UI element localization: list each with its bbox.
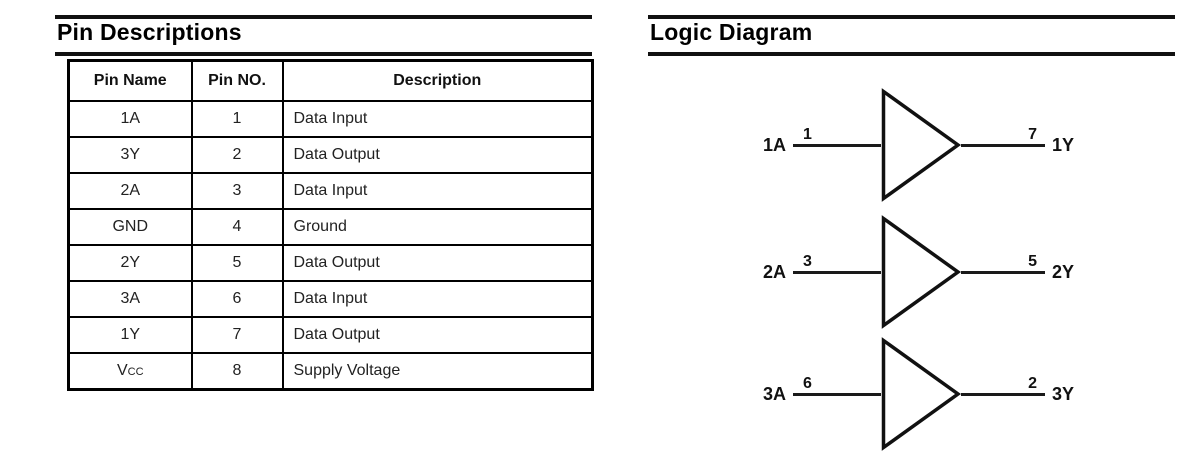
buffer-gate xyxy=(742,88,1074,202)
column-header-description: Description xyxy=(283,61,593,102)
gate-input-wire xyxy=(793,337,881,451)
pin-no-cell: 8 xyxy=(192,353,283,390)
gate-output-pin-number: 5 xyxy=(1028,253,1037,270)
gate-input-pin-number: 1 xyxy=(803,126,812,143)
gate-input-label: 3A xyxy=(762,383,786,404)
pin-name-cell: 1A xyxy=(69,101,192,137)
pin-name-cell: 3Y xyxy=(69,137,192,173)
heading-rule-bottom xyxy=(55,52,592,56)
pin-description-cell: Ground xyxy=(283,209,593,245)
gate-output-pin-number: 7 xyxy=(1028,126,1037,143)
table-row xyxy=(69,101,593,137)
pin-description-cell: Supply Voltage xyxy=(283,353,593,390)
pin-description-cell: Data Input xyxy=(283,173,593,209)
wire-line xyxy=(793,144,881,147)
table-row xyxy=(69,317,593,353)
gate-input-pin-number: 6 xyxy=(803,375,812,392)
pin-no-cell: 4 xyxy=(192,209,283,245)
pin-name-cell: 3A xyxy=(69,281,192,317)
buffer-triangle-icon xyxy=(881,337,961,451)
pin-description-cell: Data Output xyxy=(283,245,593,281)
wire-line xyxy=(961,144,1045,147)
logic-diagram-section-heading xyxy=(648,15,1175,56)
pin-description-cell: Data Output xyxy=(283,137,593,173)
pin-no-cell: 2 xyxy=(192,137,283,173)
pin-descriptions-table xyxy=(67,59,594,391)
pin-descriptions-title: Pin Descriptions xyxy=(57,19,242,45)
pin-name-cell: GND xyxy=(69,209,192,245)
buffer-triangle-icon xyxy=(881,215,961,329)
table-header-row xyxy=(69,61,593,102)
gate-input-pin-number: 3 xyxy=(803,253,812,270)
gate-output-wire xyxy=(961,337,1045,451)
pin-description-cell: Data Output xyxy=(283,317,593,353)
gate-output-label: 3Y xyxy=(1052,383,1075,404)
logic-diagram-title: Logic Diagram xyxy=(650,19,813,45)
table-row xyxy=(69,281,593,317)
buffer-gate xyxy=(742,337,1074,451)
table-row xyxy=(69,353,593,390)
pin-no-cell: 6 xyxy=(192,281,283,317)
gate-output-wire xyxy=(961,215,1045,329)
column-header-pin-name: Pin Name xyxy=(69,61,192,102)
table-row xyxy=(69,137,593,173)
pin-descriptions-section-heading xyxy=(55,15,592,56)
gate-input-wire xyxy=(793,88,881,202)
pin-name-cell: VCC xyxy=(69,353,192,390)
pin-no-cell: 1 xyxy=(192,101,283,137)
pin-name-cell: 2Y xyxy=(69,245,192,281)
pin-name-cell: 2A xyxy=(69,173,192,209)
pin-name-cell: 1Y xyxy=(69,317,192,353)
wire-line xyxy=(793,393,881,396)
gate-output-label: 2Y xyxy=(1052,261,1075,282)
gate-output-wire xyxy=(961,88,1045,202)
buffer-triangle-icon xyxy=(881,88,961,202)
pin-no-cell: 3 xyxy=(192,173,283,209)
gate-output-label: 1Y xyxy=(1052,134,1075,155)
wire-line xyxy=(793,271,881,274)
gate-input-label: 2A xyxy=(762,261,786,282)
column-header-pin-no: Pin NO. xyxy=(192,61,283,102)
pin-description-cell: Data Input xyxy=(283,101,593,137)
heading-rule-bottom xyxy=(648,52,1175,56)
gate-input-label: 1A xyxy=(762,134,786,155)
pin-no-cell: 5 xyxy=(192,245,283,281)
pin-description-cell: Data Input xyxy=(283,281,593,317)
gate-output-pin-number: 2 xyxy=(1028,375,1037,392)
wire-line xyxy=(961,393,1045,396)
table-row xyxy=(69,209,593,245)
pin-no-cell: 7 xyxy=(192,317,283,353)
table-row xyxy=(69,173,593,209)
buffer-gate xyxy=(742,215,1074,329)
gate-input-wire xyxy=(793,215,881,329)
wire-line xyxy=(961,271,1045,274)
table-row xyxy=(69,245,593,281)
